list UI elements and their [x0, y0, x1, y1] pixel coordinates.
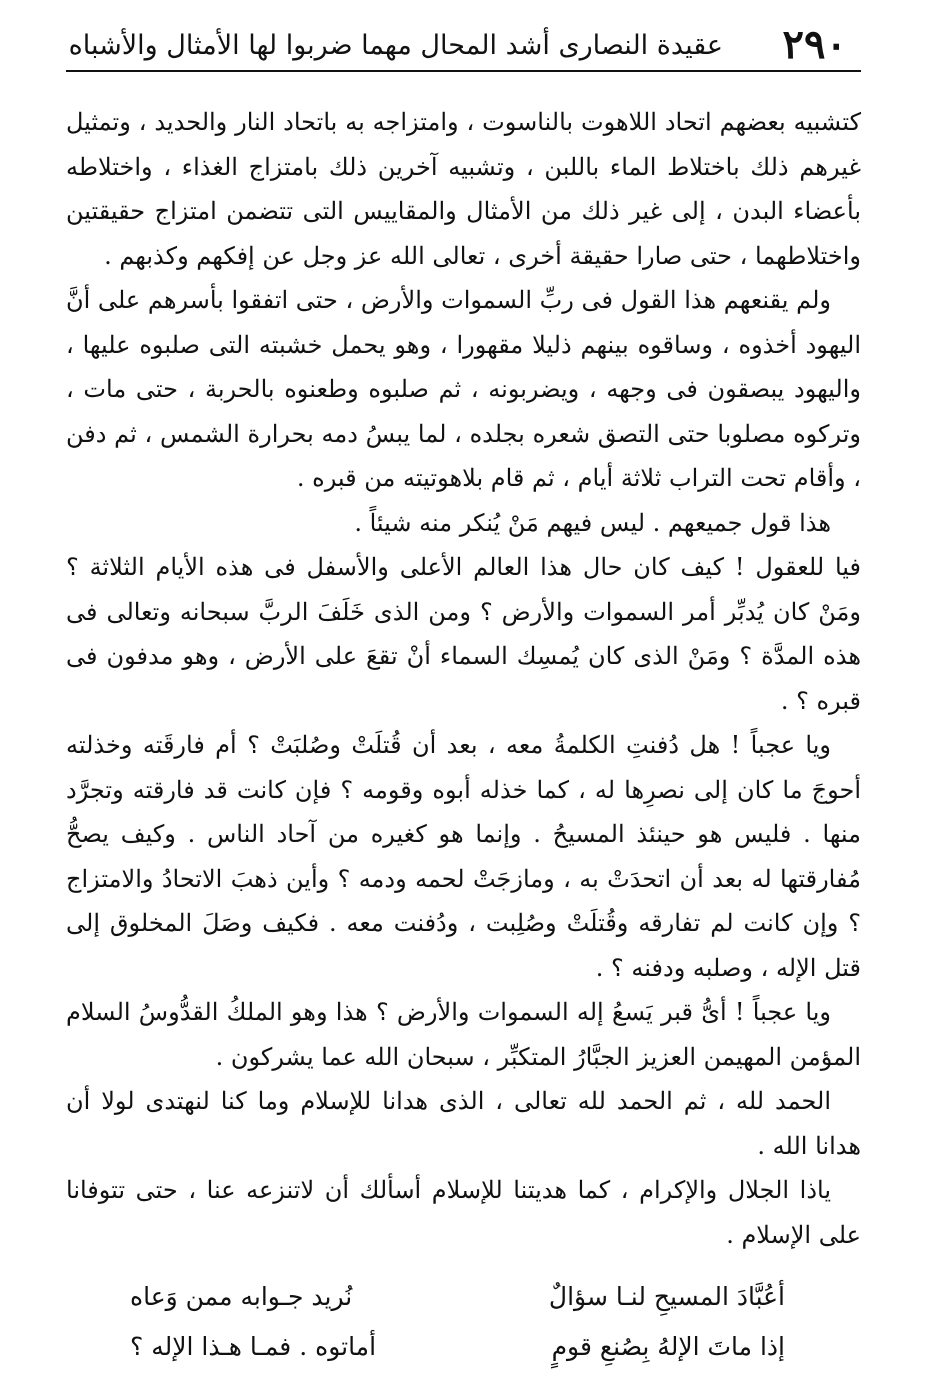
- page-number: ٢٩٠: [782, 21, 847, 68]
- paragraph: فيا للعقول ! كيف كان حال هذا العالم الأعلى والأسفل فى هذه الأيام الثلاثة ؟ ومَنْ كان يُدبِّر أمر السموات والأرض ؟ ومن الذى خَلَفَ الربَّ سبحانه وتعالى فى هذه المدَّة ؟ ومَنْ الذى كان يُمسِك السماء أنْ تقعَ على الأرض ، وهو مدفون فى قبره ؟ .: [66, 553, 862, 715]
- paragraph: الحمد لله ، ثم الحمد لله تعالى ، الذى هدانا للإسلام وما كنا لنهتدى لولا أن هدانا الله .: [66, 1087, 861, 1160]
- paragraph: هذا قول جميعهم . ليس فيهم مَنْ يُنكر منه شيئاً .: [354, 508, 831, 537]
- body-text: [66, 100, 861, 1257]
- paragraph: ويا عجباً ! هل دُفنتِ الكلمةُ معه ، بعد أن قُتلَتْ وصُلبَتْ ؟ أم فارقَته وخذلته أحوجَ ما كان إلى نصرِها له ، كما خذله أبوه وقومه ؟ فإن كانت قد فارقته وتجرَّد منها . فليس هو حينئذ المسيحُ . وإنما هو كغيره من آحاد الناس . وكيف يصحُّ مُفارقتها له بعد أن اتحدَتْ به ، ومازجَتْ لحمه ودمه ؟ وأين ذهبَ الاتحادُ والامتزاج ؟ وإن كانت لم تفارقه وقُتلَتْ وصُلِبت ، ودُفنت معه . فكيف وصَلَ المخلوق إلى قتل الإله ، وصلبه ودفنه ؟ .: [66, 731, 861, 982]
- poem: [130, 1272, 785, 1372]
- verse-first-hemistich: أعُبَّادَ المسيحِ لنـا سؤالٌ: [548, 1282, 785, 1311]
- running-title: عقيدة النصارى أشد المحال مهما ضربوا لها الأمثال والأشباه: [68, 30, 723, 61]
- paragraph: ويا عجباً ! أىُّ قبر يَسعُ إله السموات والأرض ؟ هذا وهو الملكُ القدُّوسُ السلام المؤمن المهيمن العزيز الجبَّارُ المتكبِّر ، سبحان الله عما يشركون .: [66, 998, 861, 1071]
- verse-second-hemistich: نُريد جـوابه ممن وَعاه: [130, 1282, 353, 1311]
- page-header: [66, 22, 861, 72]
- paragraph: ولم يقنعهم هذا القول فى ربِّ السموات والأرض ، حتى اتفقوا بأسرهم على أنَّ اليهود أخذوه ، وساقوه بينهم ذليلا مقهورا ، وهو يحمل خشبته التى صلبوه عليها ، واليهود يبصقون فى وجهه ، ويضربونه ، ثم صلبوه وطعنوه بالحربة ، حتى مات ، وتركوه مصلوبا حتى التصق شعره بجلده ، لما يبسُ دمه بحرارة الشمس ، ثم دفن ، وأقام تحت التراب ثلاثة أيام ، ثم قام بلاهوتيته من قبره .: [66, 286, 861, 492]
- paragraph: ياذا الجلال والإكرام ، كما هديتنا للإسلام أسألك أن لاتنزعه عنا ، حتى تتوفانا على الإسلام .: [66, 1176, 861, 1249]
- poem-verse: [130, 1272, 785, 1322]
- poem-verse: [130, 1322, 785, 1372]
- verse-first-hemistich: إذا ماتَ الإلهُ بِصُنعِ قومٍ: [551, 1332, 785, 1361]
- verse-second-hemistich: أماتوه . فمـا هـذا الإله ؟: [130, 1332, 377, 1361]
- paragraph: كتشبيه بعضهم اتحاد اللاهوت بالناسوت ، وامتزاجه به باتحاد النار والحديد ، وتمثيل غيرهم ذلك باختلاط الماء باللبن ، وتشبيه آخرين ذلك بامتزاج الغذاء ، واختلاطه بأعضاء البدن ، إلى غير ذلك من الأمثال والمقاييس التى تتضمن امتزاج حقيقتين واختلاطهما ، حتى صارا حقيقة أخرى ، تعالى الله عز وجل عن إفكهم وكذبهم .: [66, 108, 861, 270]
